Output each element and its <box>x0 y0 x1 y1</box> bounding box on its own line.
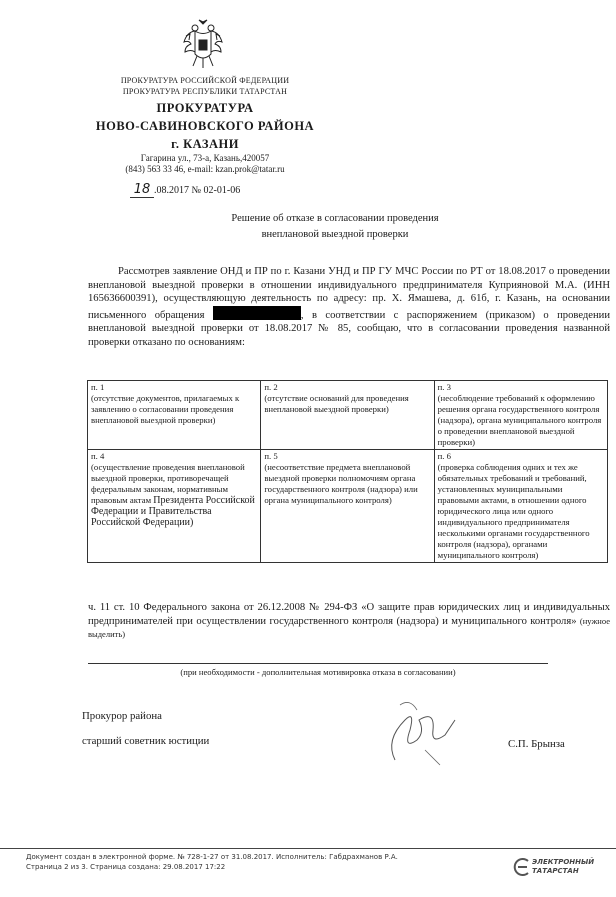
signatory-rank: старший советник юстиции <box>82 735 210 747</box>
logo-text-line1: ЭЛЕКТРОННЫЙ <box>532 858 595 866</box>
ground-number: п. 5 <box>264 451 278 461</box>
org-address: Гагарина ул., 73-а, Казань,420057 <box>140 153 270 163</box>
handwritten-signature <box>355 690 475 770</box>
motivation-line <box>88 663 548 664</box>
document-date-number <box>130 182 240 198</box>
ground-text: (отсутствие документов, прилагаемых к заявлению о согласовании проведения внеплановой выездной проверки) <box>91 393 240 425</box>
org-name-line2: НОВО-САВИНОВСКОГО РАЙОНА <box>95 119 315 133</box>
logo-text-line2: ТАТАРСТАН <box>532 867 579 875</box>
footer-line1: Документ создан в электронной форме. № 728-1-27 от 31.08.2017. Исполнитель: Габдрахманов Р.А. <box>26 853 398 861</box>
decision-body <box>88 265 610 350</box>
signatory-name: С.П. Брынза <box>508 738 565 750</box>
body-part2: , в соответствии с распоряжением (приказом) о проведении внеплановой выездной проверки от 18.08.2017 № 85, сообщаю, что в согласовании проведения названной проверки отказано по основаниям: <box>88 309 610 348</box>
ground-number: п. 2 <box>264 382 278 392</box>
ground-cell-6 <box>434 450 607 563</box>
ground-cell-1 <box>88 381 261 450</box>
e-logo-icon <box>512 858 530 876</box>
footer-line2: Страница 2 из 3. Страница создана: 29.08.2017 17:22 <box>26 863 226 871</box>
body-part1: Рассмотрев заявление ОНД и ПР по г. Казани УНД и ПР ГУ МЧС России по РТ от 18.08.2017 о проведении внеплановой выездной проверки в отношении индивидуального предпринимателя Куприяновой М.А. (ИНН 165636600391), осуществляющую деятельность по адресу: пр. Х. Ямашева, д. 61б, г. Казань, на основании письменного обращения <box>88 266 610 321</box>
org-contacts: (843) 563 33 46, e-mail: kzan.prok@tatar.ru <box>125 164 285 174</box>
ground-number: п. 1 <box>91 382 105 392</box>
ground-text-large: Президента Российской Федерации и Правительства Российской Федерации) <box>91 495 255 528</box>
ground-number: п. 4 <box>91 451 105 461</box>
date-rest: .08.2017 № 02-01-06 <box>154 185 241 196</box>
ground-number: п. 6 <box>437 451 451 461</box>
ground-text-small: (осуществление проведения внеплановой выездной проверки, противоречащей федеральным законам, нормативным правовым актам <box>91 462 245 505</box>
ground-text: (несоответствие предмета внеплановой выездной проверки полномочиям органа государственного контроля (надзора) или органа муниципального контроля) <box>264 462 418 505</box>
ground-text: (проверка соблюдения одних и тех же обязательных требований и требований, установленных муниципальными правовыми актами, в отношении одного юридического лица или одного индивидуального предпринимателя несколькими органами государственного контроля (надзора), органами муниципального контроля) <box>437 462 590 560</box>
electronic-tatarstan-logo <box>512 856 608 880</box>
legal-basis <box>88 601 610 642</box>
ground-text: (отсутствие оснований для проведения внеплановой выездной проверки) <box>264 393 409 414</box>
ground-cell-2 <box>261 381 434 450</box>
signatory-position: Прокурор района <box>82 710 162 722</box>
org-name-line3: г. КАЗАНИ <box>171 137 239 151</box>
document-title-line2: внеплановой выездной проверки <box>261 229 409 240</box>
date-day-handwritten: 18 <box>130 182 154 198</box>
ground-cell-3 <box>434 381 607 450</box>
ground-text: (несоблюдение требований к оформлению решения органа государственного контроля (надзора), органа муниципального контроля о проведении внеплановой выездной проверки) <box>437 393 602 447</box>
header-line-prosecutor-rf: ПРОКУРАТУРА РОССИЙСКОЙ ФЕДЕРАЦИИ <box>120 76 290 85</box>
motivation-note: (при необходимости - дополнительная мотивировка отказа в согласовании) <box>180 667 456 677</box>
ground-cell-4 <box>88 450 261 563</box>
legal-basis-text: ч. 11 ст. 10 Федерального закона от 26.12.2008 № 294-ФЗ «О защите прав юридических лиц и индивидуальных предпринимателей при осуществлении государственного контроля (надзора) и муниципального контроля» <box>88 602 610 627</box>
ground-cell-5 <box>261 450 434 563</box>
header-line-prosecutor-rt: ПРОКУРАТУРА РЕСПУБЛИКИ ТАТАРСТАН <box>122 87 288 96</box>
document-title-line1: Решение об отказе в согласовании проведения <box>231 213 439 224</box>
table-row <box>88 381 608 450</box>
legal-basis-note: (нужное выделить) <box>88 615 610 640</box>
double-headed-eagle-emblem-icon <box>181 18 225 70</box>
grounds-table <box>87 380 608 563</box>
table-row <box>88 450 608 563</box>
org-name-line1: ПРОКУРАТУРА <box>156 101 254 115</box>
ground-number: п. 3 <box>437 382 451 392</box>
footer-divider <box>0 848 616 849</box>
redacted-block <box>213 306 301 320</box>
